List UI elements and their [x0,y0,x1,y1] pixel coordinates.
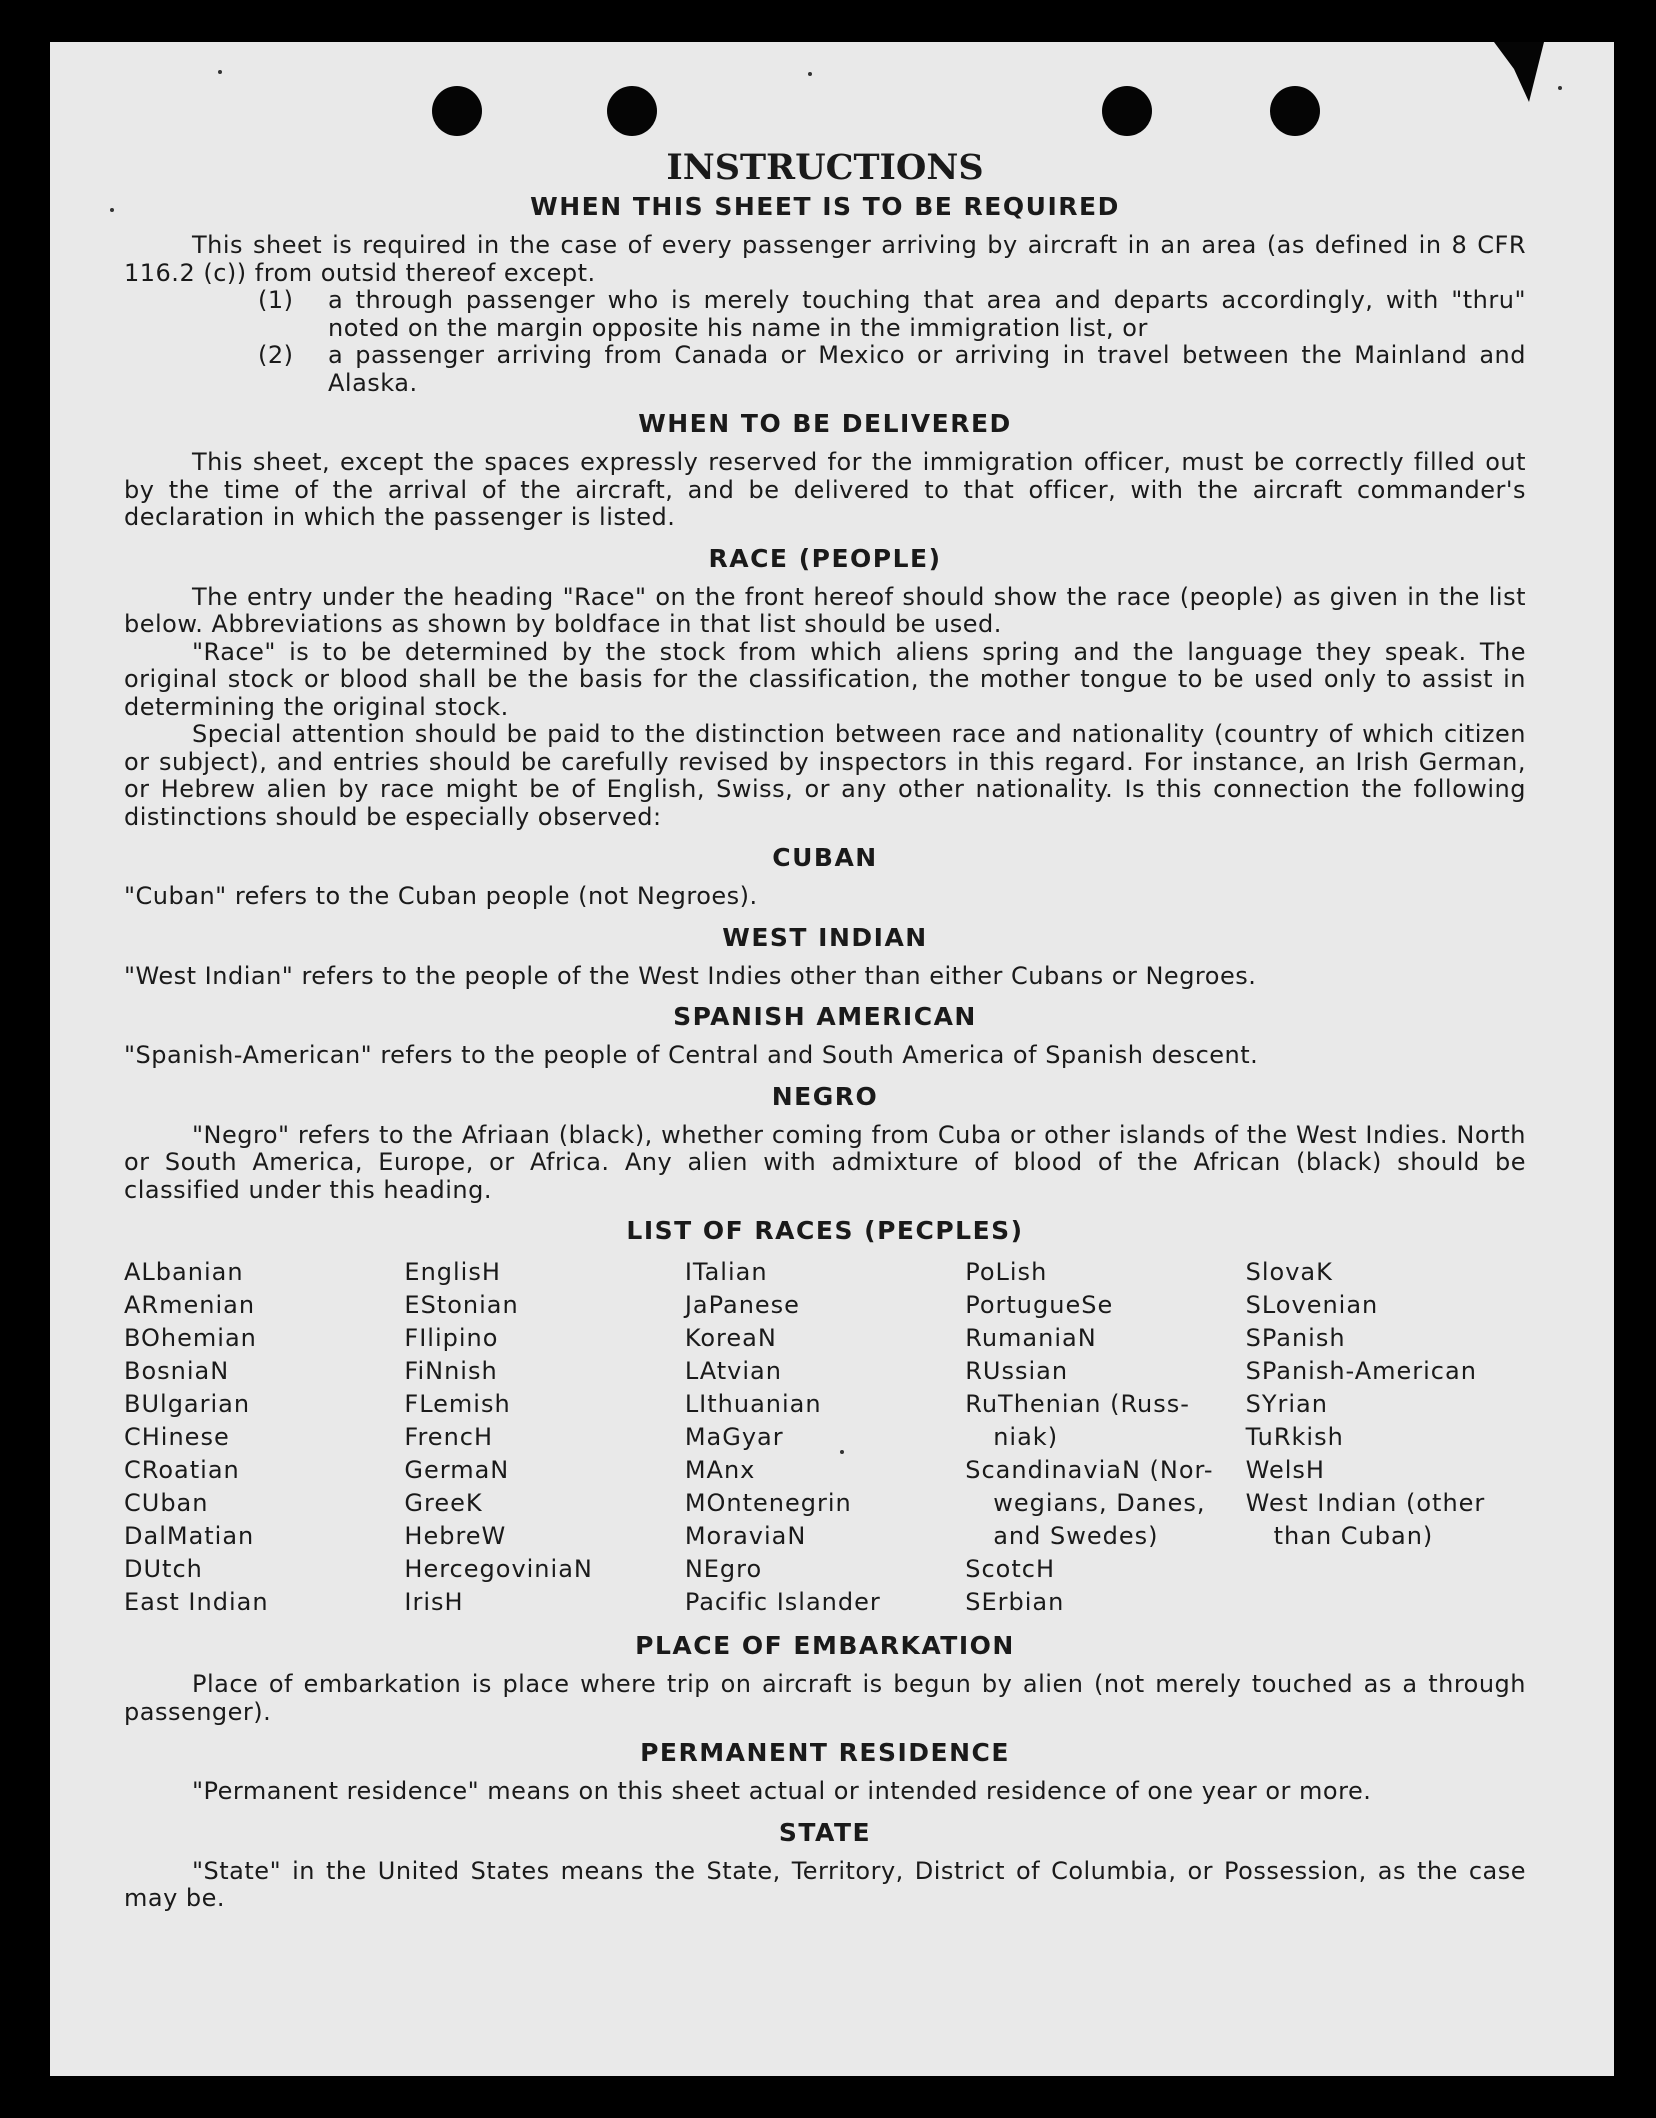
race-entry: FLemish [404,1390,511,1418]
races-column [685,1256,965,1619]
race-entry: HebreW [404,1522,507,1550]
exception-item [124,287,1526,342]
page-title: INSTRUCTIONS [666,147,984,188]
race-entry: than Cuban) [1273,1522,1434,1550]
heading-state: STATE [778,1817,872,1847]
race-entry: FiNnish [404,1357,498,1385]
race-entry: PortugueSe [965,1291,1114,1319]
race-entry: HercegoviniaN [404,1555,593,1583]
race-entry: IrisH [404,1588,464,1616]
race-entry: MaGyar [684,1423,784,1451]
race-entry: ScotcH [965,1555,1055,1583]
heading-place-of-embarkation: PLACE OF EMBARKATION [635,1631,1015,1660]
race-entry: DalMatian [124,1522,255,1550]
race-entry: SlovaK [1245,1258,1333,1286]
heading-when-delivered: WHEN TO BE DELIVERED [638,409,1012,438]
race-entry: RuThenian (Russ- [965,1390,1190,1418]
races-list [124,1256,1526,1619]
west-indian-text: "West Indian" refers to the people of the West Indies other than either Cubans or Negroes. [124,961,1257,990]
exception-item [124,342,1526,397]
race-entry: CUban [124,1489,209,1517]
race-entry: Pacific Islander [684,1588,881,1616]
race-entry: and Swedes) [993,1522,1159,1550]
race-entry: DUtch [124,1555,203,1583]
race-entry: West Indian (other [1245,1489,1486,1517]
race-entry: niak) [993,1423,1059,1451]
race-entry: SLovenian [1245,1291,1379,1319]
punch-hole [1270,86,1320,136]
punch-hole [607,86,657,136]
race-entry: ALbanian [124,1258,244,1286]
race-entry: NEgro [684,1555,763,1583]
race-entry: MoraviaN [684,1522,807,1550]
race-entry: FrencH [404,1423,494,1451]
delivered-text: This sheet, except the spaces expressly reserved for the immigration officer, must be correctly filled out by the time of the arrival of the aircraft, and be delivered to that officer, with the aircraft commander's declaration in which the passenger is listed. [124,448,1526,531]
heading-west-indian: WEST INDIAN [722,922,928,952]
race-entry: WelsH [1245,1456,1325,1484]
races-column [404,1256,684,1619]
race-paragraph: The entry under the heading "Race" on the front hereof should show the race (people) as given in the list below. Abbreviations as shown by boldface in that list should be used. [124,582,1526,638]
cuban-text: "Cuban" refers to the Cuban people (not Negroes). [124,882,758,910]
race-entry: East Indian [124,1588,269,1616]
heading-negro: NEGRO [771,1081,879,1111]
speck [218,70,222,74]
race-entry: ITalian [684,1258,768,1286]
race-entry: SPanish-American [1245,1357,1477,1385]
race-entry: BUlgarian [124,1390,251,1418]
race-entry: SYrian [1245,1390,1328,1418]
races-column [1246,1256,1526,1619]
residence-text: "Permanent residence" means on this sheet actual or intended residence of one year or more. [192,1777,1372,1805]
race-entry: PoLish [965,1258,1048,1286]
race-entry: SErbian [965,1588,1065,1616]
heading-permanent-residence: PERMANENT RESIDENCE [640,1738,1010,1767]
exception-text: a passenger arriving from Canada or Mexico or arriving in travel between the Mainland and Alaska. [328,341,1526,397]
punch-hole [1102,86,1152,136]
race-entry: CHinese [124,1423,230,1451]
state-text: "State" in the United States means the State, Territory, District of Columbia, or Possession, as the case may be. [124,1856,1526,1912]
race-entry: LAtvian [684,1357,782,1385]
race-entry: TuRkish [1245,1423,1344,1451]
speck [808,72,812,76]
race-entry: EnglisH [404,1258,501,1286]
punch-hole [432,86,482,136]
race-entry: GermaN [404,1456,510,1484]
embarkation-text: Place of embarkation is place where trip on aircraft is begun by alien (not merely touched as a through passenger). [124,1670,1526,1726]
races-column [124,1256,404,1619]
heading-spanish-american: SPANISH AMERICAN [673,1002,977,1031]
instructions-content [124,146,1526,1913]
exception-label: (2) [258,341,294,369]
race-entry: BOhemian [124,1324,257,1352]
race-paragraph: Special attention should be paid to the distinction between race and nationality (country of which citizen or subject), and entries should be carefully revised by inspectors in this regard. For instance, an Irish German, or Hebrew alien by race might be of English, Swiss, or any other nationality. Is this connection the following distinctions should be especially observed: [124,720,1526,831]
speck [110,208,114,212]
heading-race: RACE (PEOPLE) [708,543,942,573]
race-entry: wegians, Danes, [993,1489,1206,1517]
race-entry: BosniaN [124,1357,230,1385]
race-entry: ScandinaviaN (Nor- [965,1456,1214,1484]
race-entry: KoreaN [684,1324,777,1352]
document-page [50,42,1614,2076]
race-entry: GreeK [404,1489,483,1517]
race-entry: FIlipino [404,1324,499,1352]
race-entry: SPanish [1245,1324,1346,1352]
races-column [965,1256,1245,1619]
race-entry: MOntenegrin [684,1489,852,1517]
race-paragraph: "Race" is to be determined by the stock from which aliens spring and the language they speak. The original stock or blood shall be the basis for the classification, the mother tongue to be used only to assist in determining the original stock. [124,637,1526,721]
race-entry: LIthuanian [684,1390,822,1418]
heading-list-of-races: LIST OF RACES (PECPLES) [626,1216,1024,1245]
required-intro: This sheet is required in the case of every passenger arriving by aircraft in an area (as defined in 8 CFR 116.2 (c)) from outsid thereof except. [124,231,1526,287]
torn-corner [1494,42,1544,102]
race-entry: RUssian [965,1357,1069,1385]
negro-text: "Negro" refers to the Afriaan (black), whether coming from Cuba or other islands of the West Indies. North or South America, Europe, or Africa. Any alien with admixture of blood of the African (black) should be classified under this heading. [124,1120,1526,1204]
race-entry: JaPanese [684,1291,800,1319]
race-entry: ARmenian [124,1291,256,1319]
race-entry: CRoatian [124,1456,240,1484]
speck [1558,86,1562,90]
exception-text: a through passenger who is merely touching that area and departs accordingly, with "thru" noted on the margin opposite his name in the immigration list, or [328,286,1526,342]
spanish-american-text: "Spanish-American" refers to the people of Central and South America of Spanish descent. [124,1041,1259,1069]
race-entry: MAnx [684,1456,756,1484]
race-entry: RumaniaN [965,1324,1097,1352]
race-entry: EStonian [404,1291,519,1319]
heading-cuban: CUBAN [772,843,878,872]
exception-label: (1) [258,286,294,314]
heading-when-required: WHEN THIS SHEET IS TO BE REQUIRED [530,192,1120,221]
